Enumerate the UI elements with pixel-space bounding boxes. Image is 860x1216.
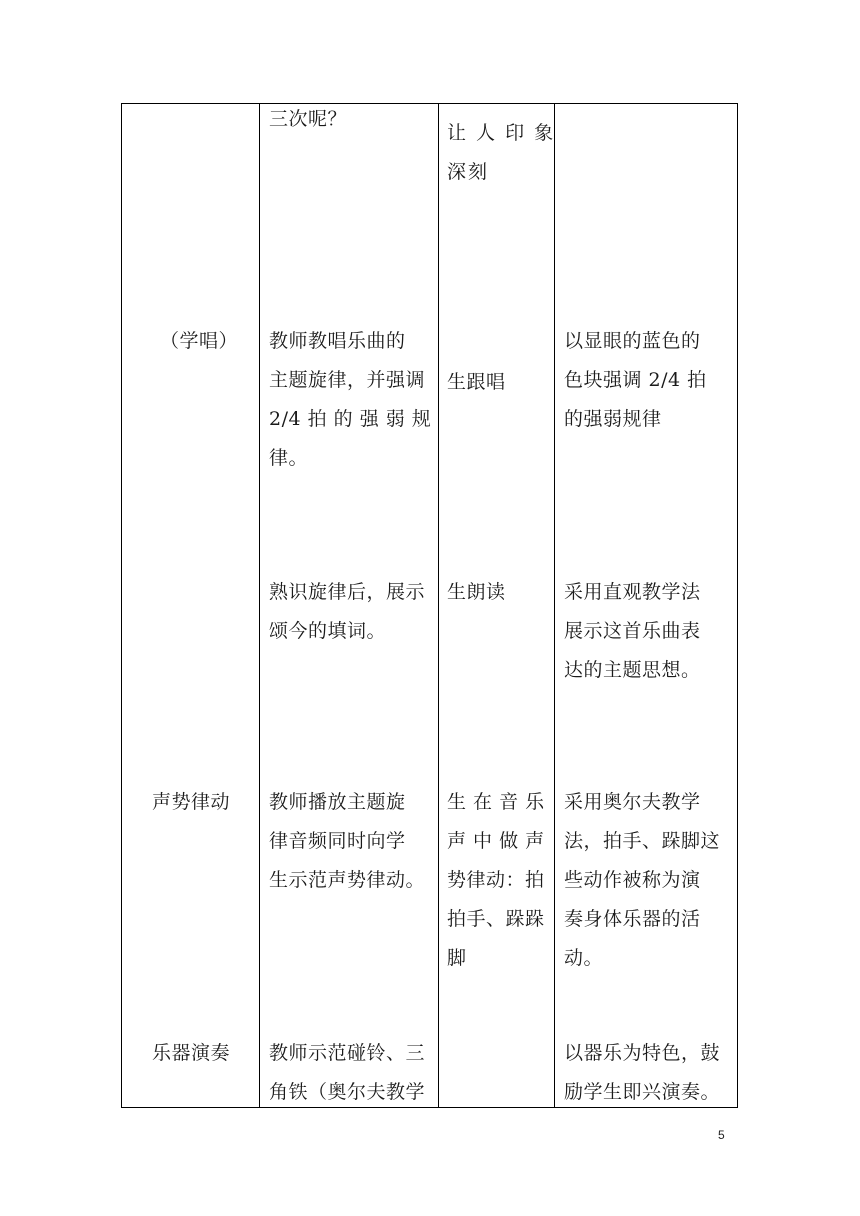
column-divider	[554, 103, 555, 1108]
student-activity-cell: 让 人 印 象 深刻	[447, 122, 556, 183]
teacher-activity-cell: 教师教唱乐曲的 主题旋律，并强调 2/4 拍 的 强 弱 规 律。	[269, 330, 432, 469]
design-intent-cell: 以器乐为特色，鼓 励学生即兴演奏。	[564, 1042, 721, 1103]
student-activity-cell: 生跟唱	[447, 371, 506, 393]
page-number: 5	[718, 1128, 725, 1142]
design-intent-cell: 以显眼的蓝色的 色块强调 2/4 拍 的强弱规律	[564, 330, 707, 430]
teacher-activity-cell: 熟识旋律后，展示 颂今的填词。	[269, 581, 426, 642]
teacher-activity-cell: 三次呢？	[269, 108, 348, 130]
design-intent-cell: 采用奥尔夫教学 法，拍手、跺脚这 些动作被称为演 奏身体乐器的活 动。	[564, 791, 721, 969]
design-intent-cell: 采用直观教学法 展示这首乐曲表 达的主题思想。	[564, 581, 701, 681]
stage-cell: （学唱）	[160, 330, 239, 352]
student-activity-cell: 生 在 音 乐 声 中 做 声 势律动：拍 拍手、跺跺 脚	[447, 791, 545, 969]
teacher-activity-cell: 教师示范碰铃、三 角铁（奥尔夫教学	[269, 1042, 426, 1103]
stage-cell: 乐器演奏	[152, 1042, 231, 1064]
student-activity-cell: 生朗读	[447, 581, 506, 603]
column-divider	[438, 103, 439, 1108]
stage-cell: 声势律动	[152, 791, 231, 813]
teacher-activity-cell: 教师播放主题旋 律音频同时向学 生示范声势律动。	[269, 791, 426, 891]
column-divider	[259, 103, 260, 1108]
